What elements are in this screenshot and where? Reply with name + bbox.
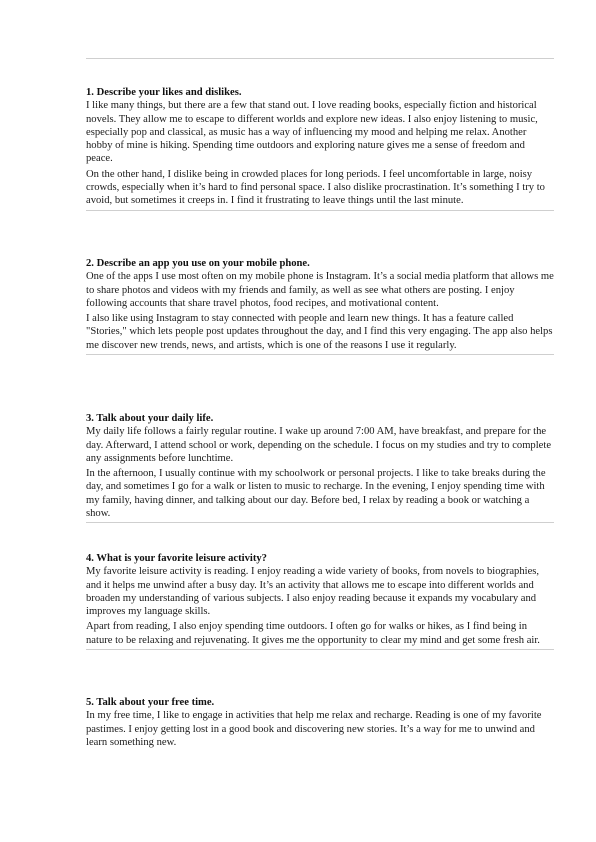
section-heading: 5. Talk about your free time. [86,697,215,708]
section-paragraph: One of the apps I use most often on my mobile phone is Instagram. It’s a social media platform that allows me to share photos and videos with my friends and family, as well as see what others are posting. I enjoy following accounts that share travel photos, food recipes, and motivational content. [86,271,554,309]
section-paragraph: On the other hand, I dislike being in crowded places for long periods. I feel uncomfortable in large, noisy crowds, especially when it’s hard to find personal space. I also dislike procrastination. It’s something I try to avoid, but sometimes it creeps in. I find it frustrating to leave things until the last minute. [86,168,545,207]
section-free-time [86,696,554,751]
section-divider [86,649,554,650]
section-divider [86,522,554,523]
section-paragraph: Apart from reading, I also enjoy spending time outdoors. I often go for walks or hikes, as I find being in nature to be relaxing and rejuvenating. It gives me the opportunity to clear my mind and get some fresh air. [86,621,540,646]
section-paragraph: My daily life follows a fairly regular routine. I wake up around 7:00 AM, have breakfast, and prepare for the day. Afterward, I attend school or work, depending on the schedule. I focus on my studies and try to complete any assignments before lunchtime. [86,426,552,464]
section-heading: 3. Talk about your daily life. [86,413,214,424]
section-mobile-app [86,257,554,355]
section-divider [86,354,554,355]
section-paragraph: In the afternoon, I usually continue with my schoolwork or personal projects. I like to take breaks during the day, and sometimes I go for a walk or listen to music to recharge. In the evening, I enjoy spending time with my family, having dinner, and talking about our day. Before bed, I relax by reading a book or watching a show. [86,468,546,520]
section-likes-dislikes [86,86,554,211]
section-paragraph: In my free time, I like to engage in activities that help me relax and recharge. Reading is one of my favorite pastimes. I enjoy getting lost in a good book and discovering new stories. It’s a way for me to unwind and learn something new. [86,710,542,748]
section-paragraph: My favorite leisure activity is reading. I enjoy reading a wide variety of books, from novels to biographies, and it helps me unwind after a busy day. It’s an activity that allows me to escape into different worlds and broaden my understanding of various subjects. I also enjoy reading because it expands my vocabulary and improves my language skills. [86,566,540,618]
section-heading: 1. Describe your likes and dislikes. [86,87,242,98]
section-leisure-activity [86,552,554,650]
section-paragraph: I like many things, but there are a few that stand out. I love reading books, especially fiction and historical novels. They allow me to escape to different worlds and explore new ideas. I also enjoy listening to music, especially pop and classical, as music has a way of influencing my mood and helping me relax. Another hobby of mine is hiking. Spending time outdoors and exploring nature gives me a sense of freedom and peace. [86,100,538,165]
section-heading: 2. Describe an app you use on your mobile phone. [86,258,310,269]
section-heading: 4. What is your favorite leisure activity? [86,553,267,564]
section-daily-life [86,412,554,523]
top-divider [86,58,554,59]
section-divider [86,210,554,211]
section-paragraph: I also like using Instagram to stay connected with people and learn new things. It has a feature called "Stories," which lets people post updates throughout the day, and I find this very engaging. The app also helps me discover new trends, news, and artists, which is one of the reasons I use it regularly. [86,313,553,351]
